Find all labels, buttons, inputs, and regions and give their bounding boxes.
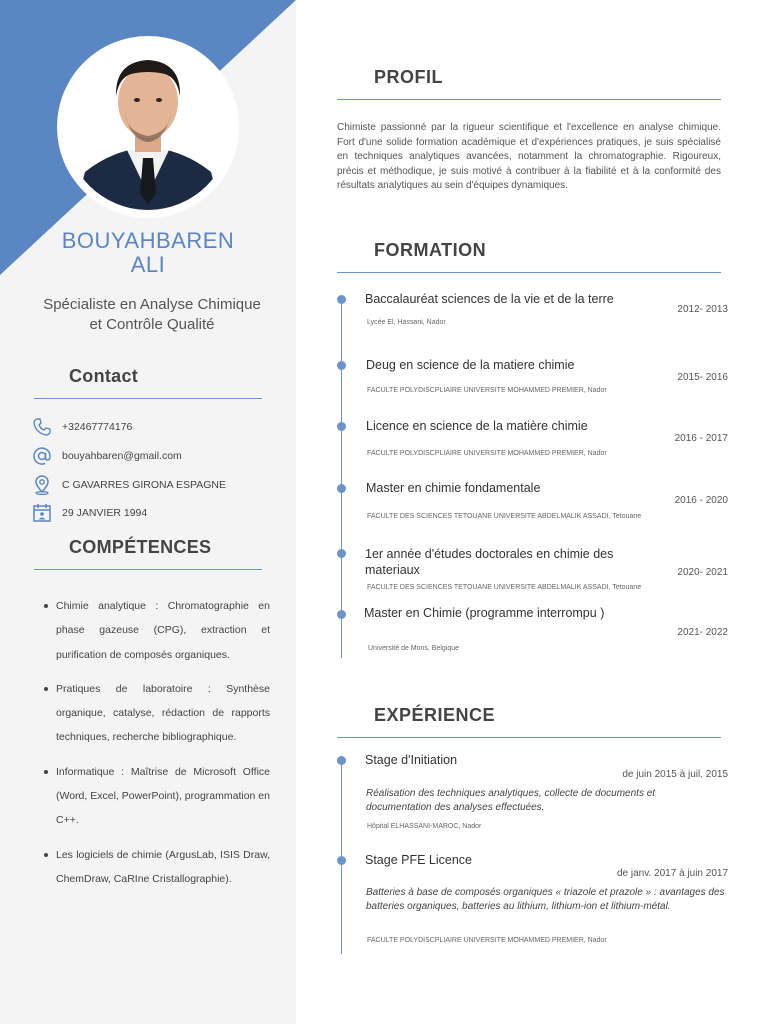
experience-place: FACULTE POLYDISCPLIAIRE UNIVERSITE MOHAMMED PREMIER, Nador bbox=[367, 937, 607, 944]
education-title: Baccalauréat sciences de la vie et de la terre bbox=[365, 292, 614, 306]
timeline-dot bbox=[337, 549, 346, 558]
education-title: Master en chimie fondamentale bbox=[366, 481, 541, 495]
contact-heading: Contact bbox=[69, 366, 139, 386]
profile-heading: PROFIL bbox=[374, 67, 443, 87]
avatar bbox=[65, 44, 231, 210]
address-value: C GAVARRES GIRONA ESPAGNE bbox=[62, 479, 226, 491]
timeline-dot bbox=[337, 295, 346, 304]
experience-title: Stage PFE Licence bbox=[365, 853, 473, 867]
candidate-name bbox=[0, 229, 296, 277]
skills-divider bbox=[34, 569, 262, 570]
profile-text: Chimiste passionné par la rigueur scientifique et l'excellence en analyse chimique. Fort d'une solide formation académique et d'expériences pratiques, je suis spécialisé en techniques analytiques avancées, notamment la chromatographie. Rigoureux, précis et méthodique, je suis motivé à contribuer à la fiabilité et à la conformité des résultats analytiques au sein d'équipes dynamiques. bbox=[337, 122, 721, 191]
education-date: 2021- 2022 bbox=[677, 627, 728, 638]
education-school: FACULTE DES SCIENCES TETOUANE UNIVERSITE ABDELMALIK ASSADI, Tetouane bbox=[367, 584, 642, 591]
timeline-dot bbox=[337, 610, 346, 619]
education-date: 2016 - 2020 bbox=[674, 495, 728, 506]
sidebar bbox=[0, 0, 296, 1024]
calendar-icon bbox=[32, 503, 52, 523]
headline-line-1: Spécialiste en Analyse Chimique bbox=[43, 296, 261, 313]
profile-divider bbox=[337, 99, 721, 100]
contact-divider bbox=[34, 398, 262, 399]
email-value: bouyahbaren@gmail.com bbox=[62, 450, 182, 462]
education-title: 1er année d'études doctorales en chimie des materiaux bbox=[365, 547, 614, 577]
education-date: 2015- 2016 bbox=[677, 372, 728, 383]
timeline-dot bbox=[337, 856, 346, 865]
profile-photo bbox=[57, 36, 239, 218]
education-school: Université de Mons, Belgique bbox=[368, 645, 460, 652]
education-title: Licence en science de la matière chimie bbox=[366, 419, 588, 433]
education-title: Deug en science de la matiere chimie bbox=[366, 358, 575, 372]
headline bbox=[0, 295, 296, 335]
list-item: Les logiciels de chimie (ArgusLab, ISIS Draw, ChemDraw, CaRIne Cristallographie). bbox=[42, 843, 270, 892]
birthdate-value: 29 JANVIER 1994 bbox=[62, 507, 148, 519]
education-heading: FORMATION bbox=[374, 240, 487, 260]
experience-heading: EXPÉRIENCE bbox=[374, 705, 496, 725]
list-item: Chimie analytique : Chromatographie en phase gazeuse (CPG), extraction et purification de composés organiques. bbox=[42, 594, 270, 667]
list-item: Pratiques de laboratoire : Synthèse organique, catalyse, rédaction de rapports techniques, recherche bibliographique. bbox=[42, 677, 270, 750]
headline-line-2: et Contrôle Qualité bbox=[89, 316, 215, 333]
education-school: Lycée El, Hassani, Nador bbox=[367, 319, 446, 326]
education-school: FACULTE POLYDISCPLIAIRE UNIVERSITE MOHAMMED PREMIER, Nador bbox=[367, 387, 607, 394]
timeline-dot bbox=[337, 484, 346, 493]
experience-date: de juin 2015 à juil. 2015 bbox=[622, 769, 728, 780]
experience-title: Stage d'Initiation bbox=[365, 753, 458, 767]
experience-divider bbox=[337, 737, 721, 738]
education-date: 2012- 2013 bbox=[677, 304, 728, 315]
contact-phone[interactable] bbox=[32, 416, 132, 438]
skills-list bbox=[42, 594, 270, 901]
name-line-1: BOUYAHBAREN bbox=[61, 228, 235, 253]
contact-email[interactable] bbox=[32, 445, 182, 467]
experience-date: de janv. 2017 à juin 2017 bbox=[616, 868, 728, 879]
location-pin-icon bbox=[32, 475, 52, 495]
education-school: FACULTE DES SCIENCES TETOUANE UNIVERSITE ABDELMALIK ASSADI, Tetouane bbox=[367, 513, 642, 520]
experience-description: Batteries à base de composés organiques « triazole et prazole » : avantages des batteries organiques, batteries au lithium, lithium-ion et lithium-métal. bbox=[366, 887, 725, 912]
at-sign-icon bbox=[32, 446, 52, 466]
experience-place: Hôpital ELHASSANI-MAROC, Nador bbox=[367, 823, 482, 830]
phone-value: +32467774176 bbox=[62, 421, 133, 433]
contact-address bbox=[32, 474, 226, 496]
list-item: Informatique : Maîtrise de Microsoft Office (Word, Excel, PowerPoint), programmation en C++. bbox=[42, 760, 270, 833]
education-title: Master en Chimie (programme interrompu ) bbox=[364, 606, 605, 620]
phone-icon bbox=[32, 417, 52, 437]
timeline-dot bbox=[337, 361, 346, 370]
timeline-dot bbox=[337, 422, 346, 431]
education-school: FACULTE POLYDISCPLIAIRE UNIVERSITE MOHAMMED PREMIER, Nador bbox=[367, 450, 607, 457]
experience-description: Réalisation des techniques analytiques, collecte de documents et documentation des analyses effectuées. bbox=[366, 788, 656, 813]
education-date: 2020- 2021 bbox=[677, 567, 728, 578]
education-timeline bbox=[341, 298, 342, 658]
contact-birthdate bbox=[32, 502, 147, 524]
skills-heading: COMPÉTENCES bbox=[69, 537, 212, 557]
timeline-dot bbox=[337, 756, 346, 765]
education-divider bbox=[337, 272, 721, 273]
name-line-2: ALI bbox=[130, 252, 166, 277]
education-date: 2016 - 2017 bbox=[674, 433, 728, 444]
